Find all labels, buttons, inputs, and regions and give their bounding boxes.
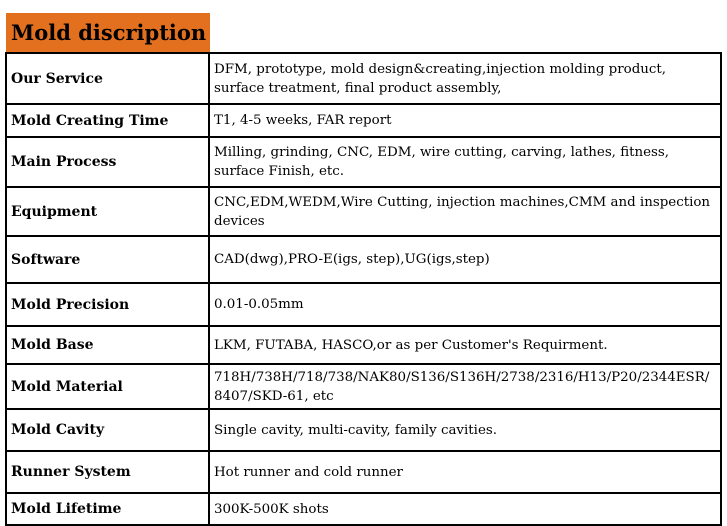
row-label: Mold Base xyxy=(6,326,209,364)
table-row xyxy=(6,236,721,283)
row-value-text: 718H/738H/718/738/NAK80/S136/S136H/2738/2316/H13/P20/2344ESR/8407/SKD-61, etc xyxy=(214,369,710,404)
row-value xyxy=(209,326,721,364)
row-value-text: T1, 4-5 weeks, FAR report xyxy=(214,113,392,128)
table-row xyxy=(6,53,721,104)
table-row xyxy=(6,137,721,187)
row-label: Mold Lifetime xyxy=(6,493,209,525)
row-value xyxy=(209,104,721,137)
table-row xyxy=(6,326,721,364)
row-value-text: Hot runner and cold runner xyxy=(214,464,403,480)
row-value xyxy=(209,409,721,451)
row-value-text: Single cavity, multi-cavity, family cavities. xyxy=(214,422,497,438)
row-value-text: CAD(dwg),PRO-E(igs, step),UG(igs,step) xyxy=(214,252,490,267)
row-value xyxy=(209,451,721,493)
table-row xyxy=(6,364,721,409)
row-value-text: 0.01-0.05mm xyxy=(214,297,304,312)
row-label: Software xyxy=(6,236,209,283)
title-banner xyxy=(6,13,210,52)
table-row xyxy=(6,283,721,326)
row-label: Main Process xyxy=(6,137,209,187)
row-label: Our Service xyxy=(6,53,209,104)
table-row xyxy=(6,493,721,525)
row-value xyxy=(209,187,721,236)
row-label: Mold Creating Time xyxy=(6,104,209,137)
row-value xyxy=(209,283,721,326)
table-row xyxy=(6,187,721,236)
mold-spec-table xyxy=(5,52,722,526)
row-label: Mold Precision xyxy=(6,283,209,326)
row-value xyxy=(209,364,721,409)
row-label: Runner System xyxy=(6,451,209,493)
page-title: Mold discription xyxy=(11,20,207,45)
table-row xyxy=(6,409,721,451)
row-value xyxy=(209,137,721,187)
table-row xyxy=(6,451,721,493)
row-label: Mold Cavity xyxy=(6,409,209,451)
row-value-text: Milling, grinding, CNC, EDM, wire cutting, carving, lathes, fitness, surface Finish, etc. xyxy=(214,145,670,179)
row-value-text: LKM, FUTABA, HASCO,or as per Customer's Requirment. xyxy=(214,337,608,353)
row-label: Mold Material xyxy=(6,364,209,409)
row-value xyxy=(209,236,721,283)
row-value xyxy=(209,493,721,525)
row-value-text: 300K-500K shots xyxy=(214,501,329,517)
row-value-text: CNC,EDM,WEDM,Wire Cutting, injection machines,CMM and inspection devices xyxy=(214,194,711,229)
row-value-text: DFM, prototype, mold design&creating,injection molding product, surface treatment, final product assembly, xyxy=(214,61,667,96)
row-value xyxy=(209,53,721,104)
table-row xyxy=(6,104,721,137)
row-label: Equipment xyxy=(6,187,209,236)
